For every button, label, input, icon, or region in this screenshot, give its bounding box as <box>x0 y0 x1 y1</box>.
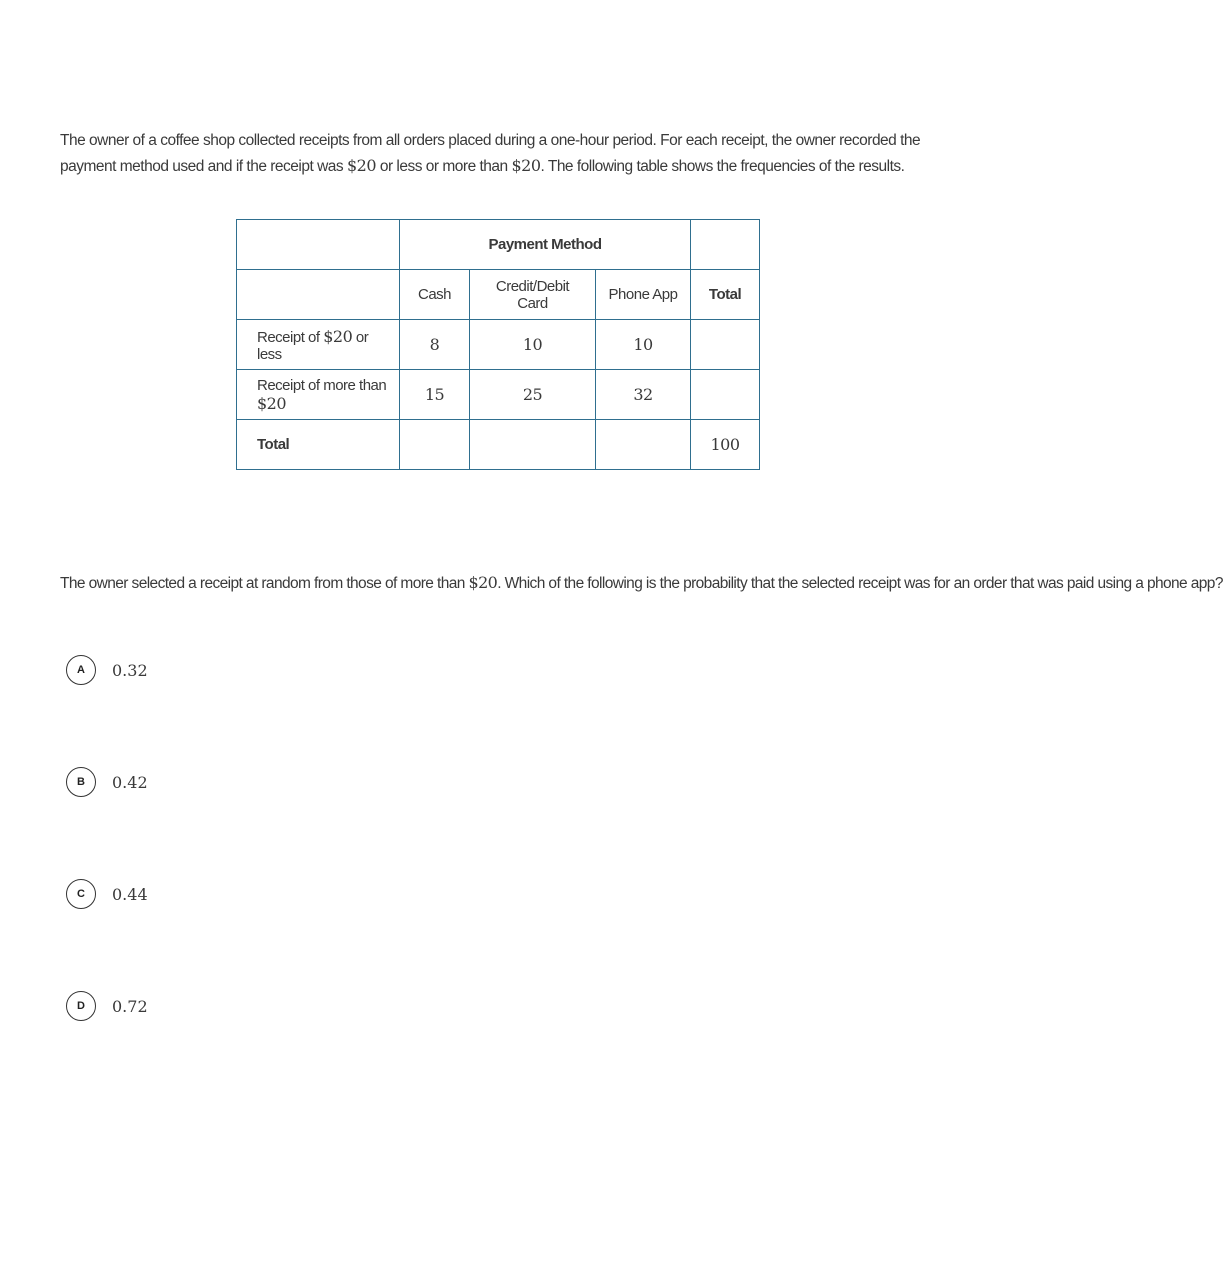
cell-value <box>596 420 691 470</box>
row-label-amount: $20 <box>257 393 287 413</box>
cell-value: 10 <box>470 320 596 370</box>
cell-value: 25 <box>470 370 596 420</box>
table-empty-cell <box>237 270 400 320</box>
stem-amount-1: $20 <box>346 156 377 175</box>
choice-value: 0.32 <box>112 660 148 680</box>
table-row <box>237 370 760 420</box>
frequency-table <box>236 219 760 470</box>
table-total-row <box>237 420 760 470</box>
row-label-text-post: or less <box>257 328 369 363</box>
table-header-row-2 <box>237 270 760 320</box>
cell-value: 32 <box>596 370 691 420</box>
payment-method-header: Payment Method <box>400 220 691 270</box>
choice-value: 0.42 <box>112 772 148 792</box>
prompt-amount: $20 <box>468 573 498 592</box>
cell-value <box>470 420 596 470</box>
column-header-cash: Cash <box>400 270 470 320</box>
choice-letter-bubble[interactable]: A <box>66 655 96 685</box>
answer-choice-a[interactable] <box>66 652 148 688</box>
row-label-more-than-20 <box>237 370 400 420</box>
choice-value: 0.72 <box>112 996 148 1016</box>
choice-value: 0.44 <box>112 884 148 904</box>
column-header-phone-app: Phone App <box>596 270 691 320</box>
question-stem <box>60 128 935 179</box>
choice-letter-bubble[interactable]: C <box>66 879 96 909</box>
cell-value: 10 <box>596 320 691 370</box>
row-label-amount: $20 <box>323 326 353 346</box>
cell-value: 15 <box>400 370 470 420</box>
row-label-20-or-less <box>237 320 400 370</box>
cell-value: 8 <box>400 320 470 370</box>
column-header-total: Total <box>691 270 760 320</box>
choice-letter-bubble[interactable]: D <box>66 991 96 1021</box>
cell-value <box>400 420 470 470</box>
row-label-total: Total <box>237 420 400 470</box>
table-row <box>237 320 760 370</box>
grand-total-value: 100 <box>691 420 760 470</box>
column-header-card: Credit/Debit Card <box>470 270 596 320</box>
stem-text-1: The owner of a coffee shop collected receipts from all orders placed during a one-hour period. For each receipt, the owner recorded the payment method used and if the receipt was <box>60 132 921 175</box>
row-label-text: Receipt of <box>257 328 324 346</box>
question-prompt <box>60 573 1223 593</box>
cell-value <box>691 370 760 420</box>
stem-text-2: or less or more than <box>376 158 512 175</box>
cell-value <box>691 320 760 370</box>
answer-choice-b[interactable] <box>66 764 148 800</box>
table-header-row-1 <box>237 220 760 270</box>
answer-choice-c[interactable] <box>66 876 148 912</box>
prompt-text-2: . Which of the following is the probability that the selected receipt was for an order that was paid using a phone app? <box>497 575 1223 592</box>
table-header-spacer <box>691 220 760 270</box>
stem-amount-2: $20 <box>511 156 541 175</box>
choice-letter-bubble[interactable]: B <box>66 767 96 797</box>
stem-text-3: . The following table shows the frequencies of the results. <box>540 158 905 175</box>
table-corner-cell <box>237 220 400 270</box>
answer-choice-d[interactable] <box>66 988 148 1024</box>
row-label-text: Receipt of more than <box>257 376 387 394</box>
prompt-text-1: The owner selected a receipt at random from those of more than <box>60 575 469 592</box>
